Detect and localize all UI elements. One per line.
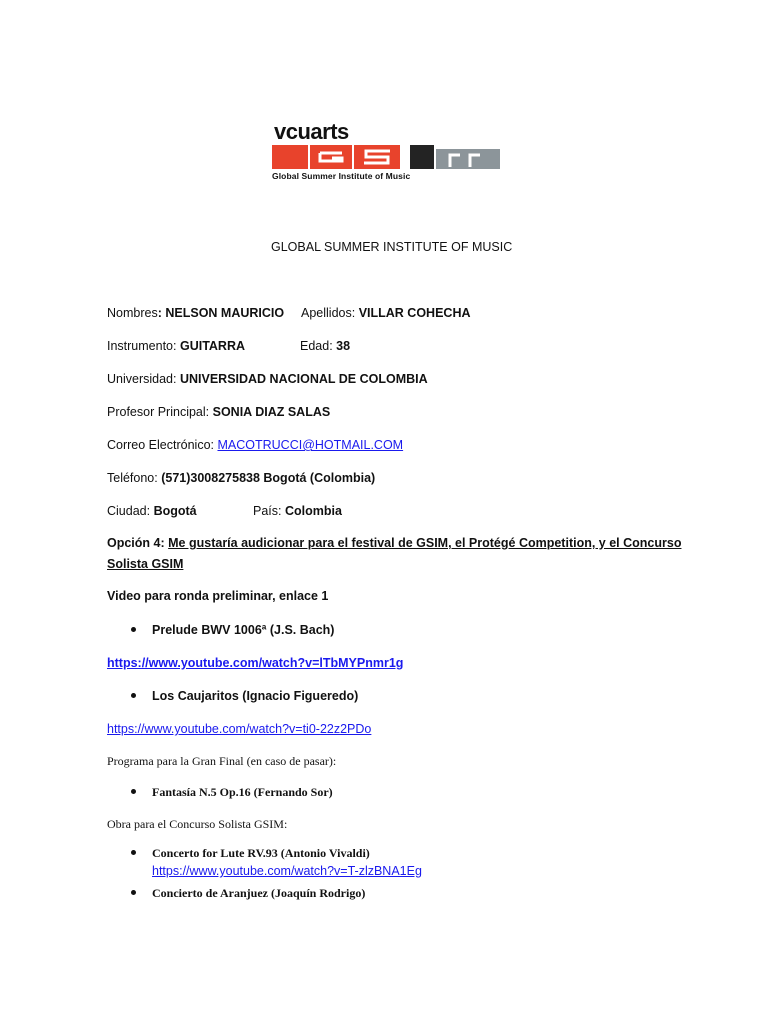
pais-row xyxy=(253,503,342,519)
option-text-1: Me gustaría audicionar para el festival de GSIM, el Protégé Competition, y el Concurso xyxy=(168,536,682,550)
apellidos-row xyxy=(301,305,471,321)
option-line-1 xyxy=(107,535,681,551)
correo-row xyxy=(107,437,403,453)
preliminary-item-1: Prelude BWV 1006ª (J.S. Bach) xyxy=(152,623,335,637)
universidad-value: UNIVERSIDAD NACIONAL DE COLOMBIA xyxy=(179,372,428,386)
profesor-row xyxy=(107,404,330,420)
nombres-label: Nombres xyxy=(107,306,158,320)
bullet-icon xyxy=(131,627,136,632)
edad-label: Edad: xyxy=(300,339,333,353)
final-item-1: Fantasía N.5 Op.16 (Fernando Sor) xyxy=(152,785,333,799)
bullet-icon xyxy=(131,890,136,895)
final-heading: Programa para la Gran Final (en caso de pasar): xyxy=(107,754,337,768)
nombres-value: NELSON MAURICIO xyxy=(165,306,285,320)
soloist-item-2: Concierto de Aranjuez (Joaquín Rodrigo) xyxy=(152,886,366,900)
telefono-value: (571)3008275838 Bogotá (Colombia) xyxy=(161,471,376,485)
option-text-2: Solista GSIM xyxy=(107,557,184,571)
profesor-value: SONIA DIAZ SALAS xyxy=(212,405,331,419)
edad-value: 38 xyxy=(336,339,351,353)
instrumento-label: Instrumento: xyxy=(107,339,177,353)
instrumento-value: GUITARRA xyxy=(179,339,246,353)
nombres-row: Nombres: NELSON MAURICIO xyxy=(107,306,285,320)
ciudad-label: Ciudad: xyxy=(107,504,151,518)
universidad-row xyxy=(107,371,428,387)
logo-tagline: Global Summer Institute of Music xyxy=(272,171,411,181)
bullet-icon xyxy=(131,789,136,794)
preliminary-heading: Video para ronda preliminar, enlace 1 xyxy=(107,589,329,603)
ciudad-value: Bogotá xyxy=(153,504,197,518)
bullet-icon xyxy=(131,693,136,698)
email-link[interactable]: MACOTRUCCI@HOTMAIL.COM xyxy=(217,438,404,452)
telefono-row xyxy=(107,470,375,486)
document-title: GLOBAL SUMMER INSTITUTE OF MUSIC xyxy=(271,240,513,254)
soloist-item-1: Concerto for Lute RV.93 (Antonio Vivaldi) xyxy=(152,846,370,860)
logo-wordmark: vcuarts xyxy=(274,119,349,144)
telefono-label: Teléfono: xyxy=(107,471,158,485)
gsim-letters-icon xyxy=(272,145,504,169)
instrumento-row xyxy=(107,338,245,354)
correo-label: Correo Electrónico: xyxy=(107,438,214,452)
profesor-label: Profesor Principal: xyxy=(107,405,210,419)
soloist-link-1[interactable]: https://www.youtube.com/watch?v=T-zlzBNA1Eg xyxy=(152,864,422,878)
pais-value: Colombia xyxy=(284,504,342,518)
apellidos-value: VILLAR COHECHA xyxy=(358,306,471,320)
universidad-label: Universidad: xyxy=(107,372,177,386)
ciudad-row xyxy=(107,503,197,519)
vcuarts-gsim-logo xyxy=(272,119,504,185)
preliminary-link-2[interactable]: https://www.youtube.com/watch?v=ti0-22z2PDo xyxy=(107,722,372,736)
edad-row xyxy=(300,338,350,354)
option-label: Opción 4: xyxy=(107,536,165,550)
soloist-heading: Obra para el Concurso Solista GSIM: xyxy=(107,817,288,831)
bullet-icon xyxy=(131,850,136,855)
preliminary-link-1[interactable]: https://www.youtube.com/watch?v=lTbMYPnmr1g xyxy=(107,656,404,670)
preliminary-item-2: Los Caujaritos (Ignacio Figueredo) xyxy=(152,689,359,703)
apellidos-label: Apellidos: xyxy=(301,306,356,320)
pais-label: País: xyxy=(253,504,282,518)
